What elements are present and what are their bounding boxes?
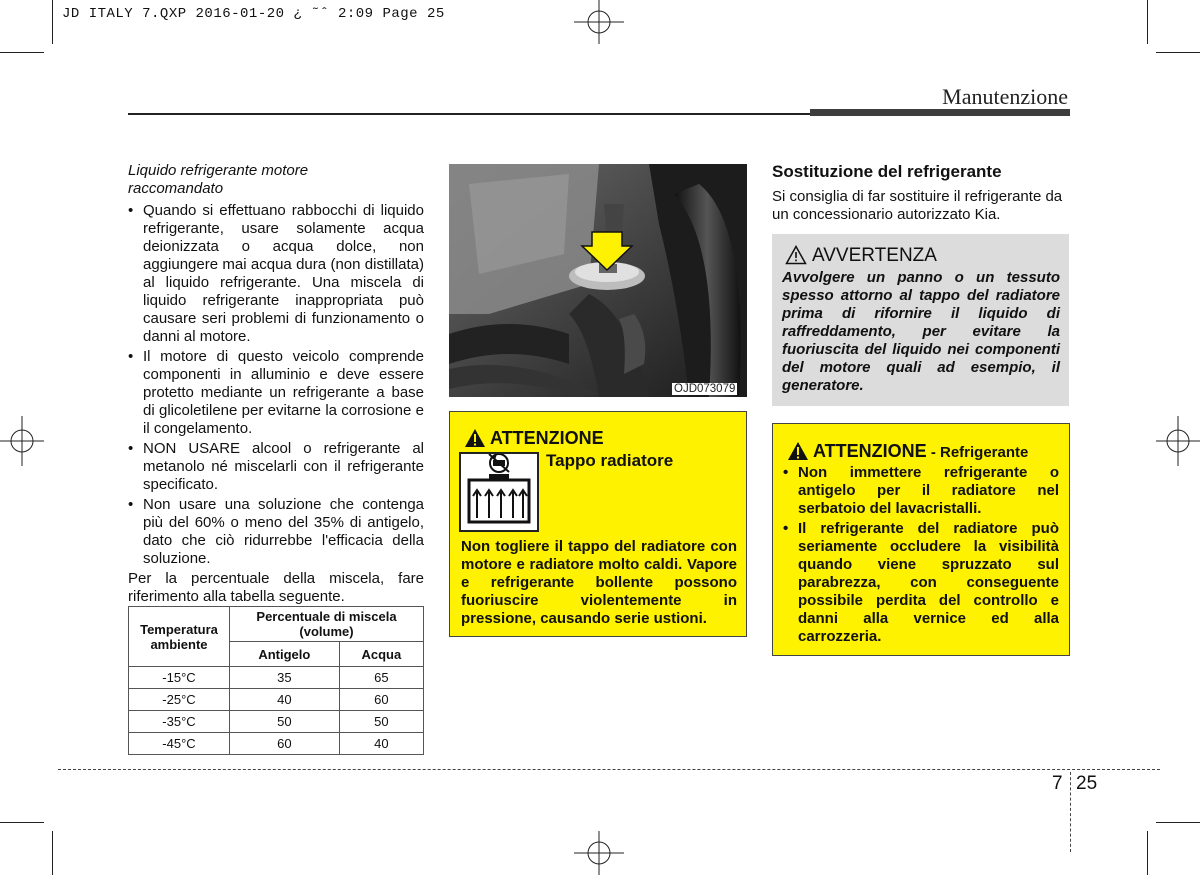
warning-box <box>772 234 1069 406</box>
subheading <box>128 162 424 198</box>
warning-triangle-icon <box>787 441 809 461</box>
header-rule <box>128 113 810 115</box>
table-header-water: Acqua <box>339 642 423 667</box>
attention-body: Non togliere il tappo del radiatore con motore e radiatore molto caldi. Vapore e refrigerante bollente possono fuoriuscire violentemente in pressione, causando serie ustioni. <box>461 538 737 627</box>
attention-subtitle: Tappo radiatore <box>546 451 674 470</box>
crop-mark <box>1156 52 1200 53</box>
hot-radiator-icon <box>459 452 539 532</box>
crop-mark <box>0 52 44 53</box>
chapter-number: 7 <box>1052 773 1063 794</box>
closing-text: Per la percentuale della miscela, fare riferimento alla tabella seguente. <box>128 570 424 605</box>
attention-title: ATTENZIONE - Refrigerante <box>813 441 1029 461</box>
registration-target-icon <box>574 0 624 44</box>
list-item: • Non immettere refrigerante o antigelo per il radiatore nel serbatoio del lavacristalli. <box>783 464 1059 517</box>
mixture-table <box>128 606 424 755</box>
crop-mark <box>0 822 44 823</box>
table-header-antifreeze: Antigelo <box>230 642 340 667</box>
page-number: 25 <box>1076 773 1098 794</box>
crop-mark <box>1156 822 1200 823</box>
list-item: • Non usare una soluzione che contenga più del 60% o meno del 35% di antigelo, dato che ciò ridurrebbe l'efficacia della soluzione. <box>128 496 424 567</box>
table-header-temp: Temperatura ambiente <box>129 607 230 667</box>
radiator-cap-photo <box>449 164 747 397</box>
attention-box-radiator-cap <box>449 411 747 637</box>
subheading-line1: Liquido refrigerante motore <box>128 162 309 179</box>
right-column <box>772 162 1069 224</box>
registration-target-icon <box>574 831 624 875</box>
crop-mark <box>52 0 53 44</box>
warning-title: AVVERTENZA <box>812 245 937 266</box>
print-info: JD ITALY 7.QXP 2016-01-20 ¿ ˜ˆ 2:09 Page 25 <box>62 6 445 22</box>
table-row: -45°C 60 40 <box>129 733 424 755</box>
registration-target-icon <box>0 416 44 466</box>
footer-rule <box>58 769 1160 770</box>
bullet-list <box>128 202 424 568</box>
coolant-replacement-heading: Sostituzione del refrigerante <box>772 162 1002 181</box>
attention-title: ATTENZIONE <box>490 428 604 448</box>
crop-mark <box>52 831 53 875</box>
table-row: -25°C 40 60 <box>129 689 424 711</box>
table-row: -15°C 35 65 <box>129 667 424 689</box>
list-item: • Il refrigerante del radiatore può seriamente occludere la visibilità quando viene spruzzato sul parabrezza, con conseguente possibile perdita del controllo e danni alla vernice ed alla carrozzeria. <box>783 520 1059 645</box>
photo-caption: OJD073079 <box>674 383 736 395</box>
warning-body: Avvolgere un panno o un tessuto spesso attorno al tappo del radiatore prima di rifornire il liquido di raffreddamento, per evitare la fuoriuscita del liquido nei componenti del motore quali ad esempio, il generatore. <box>782 269 1060 394</box>
list-item: • NON USARE alcool o refrigerante al metanolo né miscelarli con il refrigerante specificato. <box>128 440 424 493</box>
attention-bullet-list <box>783 464 1059 648</box>
table-header-mix: Percentuale di miscela (volume) <box>230 607 424 642</box>
crop-mark <box>1147 0 1148 44</box>
registration-target-icon <box>1156 416 1200 466</box>
footer-divider <box>1070 772 1071 852</box>
left-column <box>128 162 424 606</box>
coolant-replacement-text: Si consiglia di far sostituire il refrigerante da un concessionario autorizzato Kia. <box>772 188 1063 223</box>
list-item: • Il motore di questo veicolo comprende componenti in alluminio e deve essere protetto mediante un refrigerante a base di glicoletilene per evitarne la corrosione e il congelamento. <box>128 348 424 437</box>
subheading-line2: raccomandato <box>128 180 224 197</box>
header-rule-thick <box>810 109 1070 116</box>
list-item: • Quando si effettuano rabbocchi di liquido refrigerante, usare solamente acqua deionizzata o acqua dolce, non aggiungere mai acqua dura (non distillata) al liquido refrigerante. Una miscela di liquido refrigerante inappropriata può causare seri problemi di funzionamento o danni al motore. <box>128 202 424 345</box>
section-title: Manutenzione <box>942 84 1068 109</box>
attention-box-coolant <box>772 423 1070 656</box>
crop-mark <box>1147 831 1148 875</box>
warning-triangle-icon <box>464 428 486 448</box>
warning-triangle-icon <box>785 245 807 265</box>
table-row: -35°C 50 50 <box>129 711 424 733</box>
